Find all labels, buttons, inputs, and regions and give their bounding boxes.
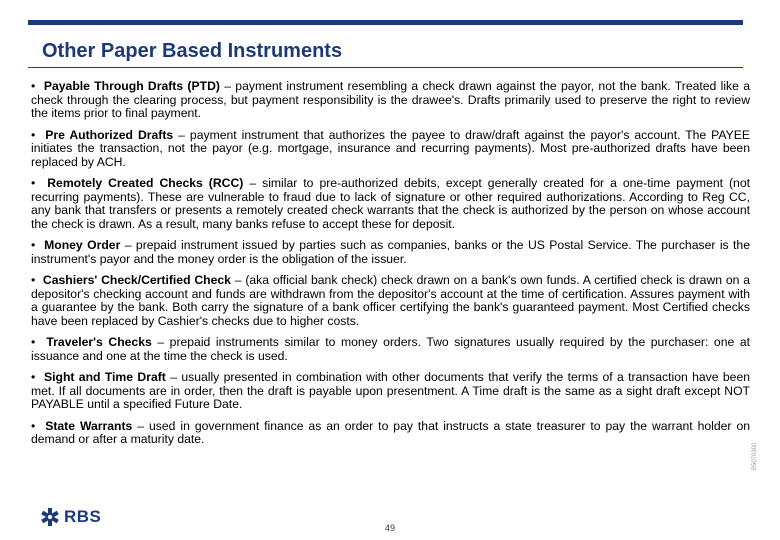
- bullet-list: [31, 80, 750, 455]
- item-text: – (aka official bank check) check drawn on a bank's own funds. A certified check is drawn on a depositor's checking account and funds are withdrawn from the depositor's account at the time of certification. Assures payment with a guarantee by the bank. Both carry the signature of a bank officer certifying the bank's guaranteed payment. Most Certified checks have been replaced by Cashier's checks due to higher costs.: [31, 273, 750, 328]
- list-item: • Pre Authorized Drafts – payment instrument that authorizes the payee to draw/draft against the payor's account. The PAYEE initiates the transaction, not the payor (e.g. mortgage, insurance and recurring payments). Most pre-authorized drafts have been replaced by ACH.: [31, 127, 751, 169]
- document-code: [752, 440, 762, 470]
- list-item: • Payable Through Drafts (PTD) – payment instrument resembling a check drawn against the payor, not the bank. Treated like a check through the clearing process, but payment responsibility is the drawee's. Drafts primarily used to preserve the right to review the items prior to final payment.: [31, 79, 750, 120]
- rbs-daisy-wheel-icon: [40, 508, 60, 526]
- item-term: Remotely Created Checks (RCC): [47, 176, 244, 190]
- item-text: – similar to pre-authorized debits, except generally created for a one-time payment (not recurring payments). These are vulnerable to fraud due to lack of signature or other required authorizations. According to Reg CC, any bank that transfers or presents a remotely created check warrants that the check is authorized by the person on whose account the check is drawn. As a result, many banks refuse to accept these for deposit.: [31, 176, 750, 231]
- item-term: Money Order: [44, 238, 121, 252]
- title-underline: [28, 67, 743, 68]
- item-text: – prepaid instrument issued by parties such as companies, banks or the US Postal Service. The purchaser is the instrument's payor and the money order is the obligation of the issuer.: [31, 238, 750, 266]
- item-text: – usually presented in combination with other documents that verify the terms of a transaction have been met. If all documents are in order, then the draft is payable upon presentment. A Time draft is the same as a sight draft except NOT PAYABLE until a specified Future Date.: [31, 370, 751, 411]
- item-text: – payment instrument resembling a check drawn against the payor, not the bank. Treated like a check through the clearing process, but payment responsibility is the drawee's. Drafts primarily used to preserve the right to review the items prior to final payment.: [31, 79, 750, 120]
- item-term: State Warrants: [45, 418, 133, 433]
- item-text: – used in government finance as an order to pay that instructs a state treasurer to pay the warrant holder on demand or after a maturity date.: [31, 418, 751, 446]
- item-term: Payable Through Drafts (PTD): [43, 79, 220, 93]
- list-item: • Cashiers' Check/Certified Check – (aka official bank check) check drawn on a bank's own funds. A certified check is drawn on a depositor's checking account and funds are withdrawn from the depositor's account at the time of certification. Assures payment with a guarantee by the bank. Both carry the signature of a bank officer certifying the bank's guaranteed payment. Most Certified checks have been replaced by Cashier's checks due to higher costs.: [31, 273, 750, 328]
- list-item: • Remotely Created Checks (RCC) – similar to pre-authorized debits, except generally created for a one-time payment (not recurring payments). These are vulnerable to fraud due to lack of signature or other required authorizations. According to Reg CC, any bank that transfers or presents a remotely created check warrants that the check is authorized by the person on whose account the check is drawn. As a result, many banks refuse to accept these for deposit.: [31, 176, 750, 231]
- logo-text: RBS: [64, 507, 102, 526]
- list-item: • Traveler's Checks – prepaid instruments similar to money orders. Two signatures usually required by the purchaser: one at issuance and one at the time the check is used.: [31, 335, 750, 363]
- document-code-text: B5070300: [752, 442, 758, 470]
- list-item: • State Warrants – used in government finance as an order to pay that instructs a state treasurer to pay the warrant holder on demand or after a maturity date.: [31, 418, 751, 446]
- item-term: Pre Authorized Drafts: [45, 127, 174, 142]
- list-item: • Sight and Time Draft – usually presented in combination with other documents that verify the terms of a transaction have been met. If all documents are in order, then the draft is payable upon presentment. A Time draft is the same as a sight draft except NOT PAYABLE until a specified Future Date.: [31, 370, 751, 411]
- item-text: – payment instrument that authorizes the payee to draw/draft against the payor's account. The PAYEE initiates the transaction, not the payor (e.g. mortgage, insurance and recurring payments). Most pre-authorized drafts have been replaced by ACH.: [31, 127, 751, 169]
- item-term: Sight and Time Draft: [43, 370, 166, 384]
- item-term: Traveler's Checks: [46, 335, 152, 349]
- page-title: Other Paper Based Instruments: [42, 40, 343, 62]
- page-number: 49: [384, 523, 395, 533]
- rbs-logo: [40, 508, 101, 526]
- item-term: Cashiers' Check/Certified Check: [42, 273, 231, 287]
- top-rule: [28, 20, 743, 25]
- item-text: – prepaid instruments similar to money orders. Two signatures usually required by the purchaser: one at issuance and one at the time the check is used.: [31, 335, 750, 363]
- list-item: • Money Order – prepaid instrument issued by parties such as companies, banks or the US Postal Service. The purchaser is the instrument's payor and the money order is the obligation of the issuer.: [31, 238, 750, 266]
